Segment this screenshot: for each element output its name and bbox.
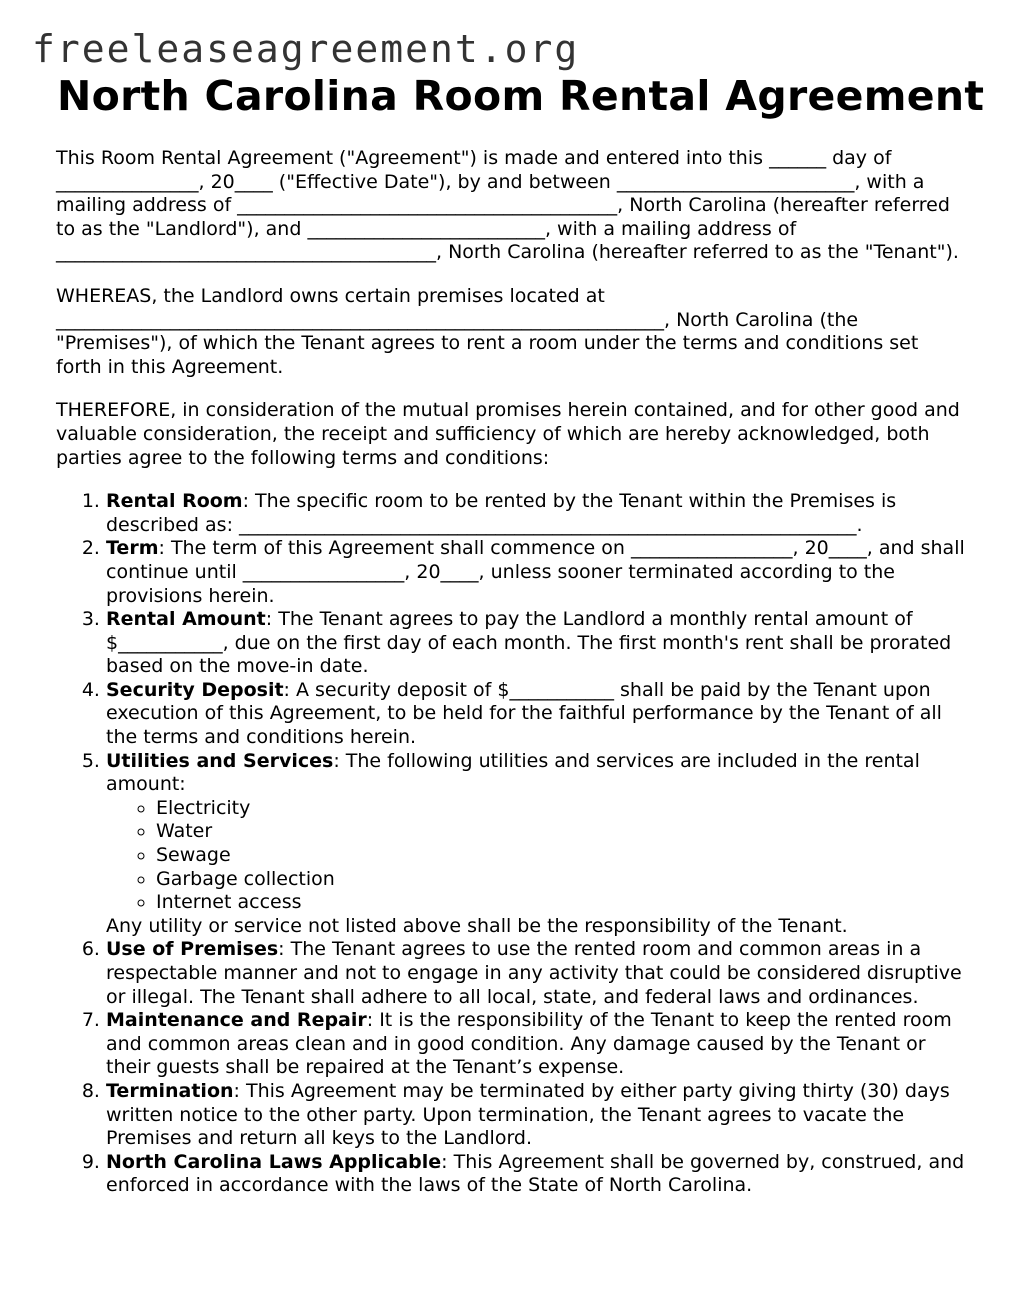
term-item-use-of-premises xyxy=(106,938,966,1009)
utility-item: ◦ Electricity xyxy=(156,797,966,821)
term-text: : The term of this Agreement shall commence on _________________, 20____, and shall continue until _________________, 20____, unless sooner terminated according to the provisions herein. xyxy=(106,537,965,607)
term-heading: Termination xyxy=(106,1079,234,1102)
intro-paragraph: This Room Rental Agreement ("Agreement") is made and entered into this ______ day of _______________, 20____ ("Effective Date"), by and between _________________________, with a mailing address of ________________________________________, North Carolina (hereafter referred to as the "Landlord"), and _________________________, with a mailing address of ________________________________________, North Carolina (hereafter referred to as the "Tenant"). xyxy=(56,147,959,264)
term-text: : A security deposit of $___________ shall be paid by the Tenant upon execution of this Agreement, to be held for the faithful performance by the Tenant of all the terms and conditions herein. xyxy=(106,678,942,749)
terms-list xyxy=(56,490,966,1198)
term-text: : The Tenant agrees to pay the Landlord a monthly rental amount of $___________, due on the first day of each month. The first month's rent shall be prorated based on the move-in date. xyxy=(106,608,952,678)
term-text: : The following utilities and services are included in the rental amount: xyxy=(106,749,920,796)
utility-item: ◦ Garbage collection xyxy=(156,868,966,892)
term-item-termination xyxy=(106,1080,966,1151)
term-heading: Use of Premises xyxy=(106,938,279,961)
term-item-laws xyxy=(106,1151,966,1198)
document-title: North Carolina Room Rental Agreement xyxy=(57,72,985,120)
whereas-paragraph: WHEREAS, the Landlord owns certain premises located at ________________________________________________________________, North Carolina (the "Premises"), of which the Tenant agrees to rent a room under the terms and conditions set forth in this Agreement. xyxy=(56,284,919,378)
term-item-security-deposit xyxy=(106,679,966,750)
term-text: : The Tenant agrees to use the rented room and common areas in a respectable manner and not to engage in any activity that could be considered disruptive or illegal. The Tenant shall adhere to all local, state, and federal laws and ordinances. xyxy=(106,938,962,1008)
term-text: : It is the responsibility of the Tenant to keep the rented room and common areas clean and in good condition. Any damage caused by the Tenant or their guests shall be repaired at the Tenant’s expense. xyxy=(106,1009,952,1079)
watermark: freeleaseagreement.org xyxy=(32,27,580,71)
term-text: : This Agreement may be terminated by either party giving thirty (30) days written notice to the other party. Upon termination, the Tenant agrees to vacate the Premises and return all keys to the Landlord. xyxy=(106,1079,950,1150)
term-heading: North Carolina Laws Applicable xyxy=(106,1150,442,1173)
term-item-rental-amount xyxy=(106,608,966,679)
term-text: : This Agreement shall be governed by, construed, and enforced in accordance with the laws of the State of North Carolina. xyxy=(106,1150,965,1197)
therefore-paragraph: THEREFORE, in consideration of the mutual promises herein contained, and for other good and valuable consideration, the receipt and sufficiency of which are hereby acknowledged, both parties agree to the following terms and conditions: xyxy=(56,399,960,469)
term-item-rental-room xyxy=(106,490,966,537)
term-heading: Security Deposit xyxy=(106,678,284,701)
term-item-term xyxy=(106,537,966,608)
term-heading: Rental Amount xyxy=(106,608,266,631)
term-heading: Rental Room xyxy=(106,490,243,513)
utility-item: ◦ Water xyxy=(156,820,966,844)
agreement-body xyxy=(56,147,966,1198)
term-heading: Term xyxy=(106,537,159,560)
utility-item: ◦ Sewage xyxy=(156,844,966,868)
utilities-note: Any utility or service not listed above shall be the responsibility of the Tenant. xyxy=(106,914,848,937)
utilities-list xyxy=(106,797,966,915)
term-item-maintenance xyxy=(106,1009,966,1080)
term-text: : The specific room to be rented by the Tenant within the Premises is described as: _________________________________________________________________. xyxy=(106,490,897,536)
utility-item: ◦ Internet access xyxy=(156,891,966,915)
term-item-utilities xyxy=(106,750,966,939)
term-heading: Utilities and Services xyxy=(106,749,334,772)
term-heading: Maintenance and Repair xyxy=(106,1009,367,1032)
